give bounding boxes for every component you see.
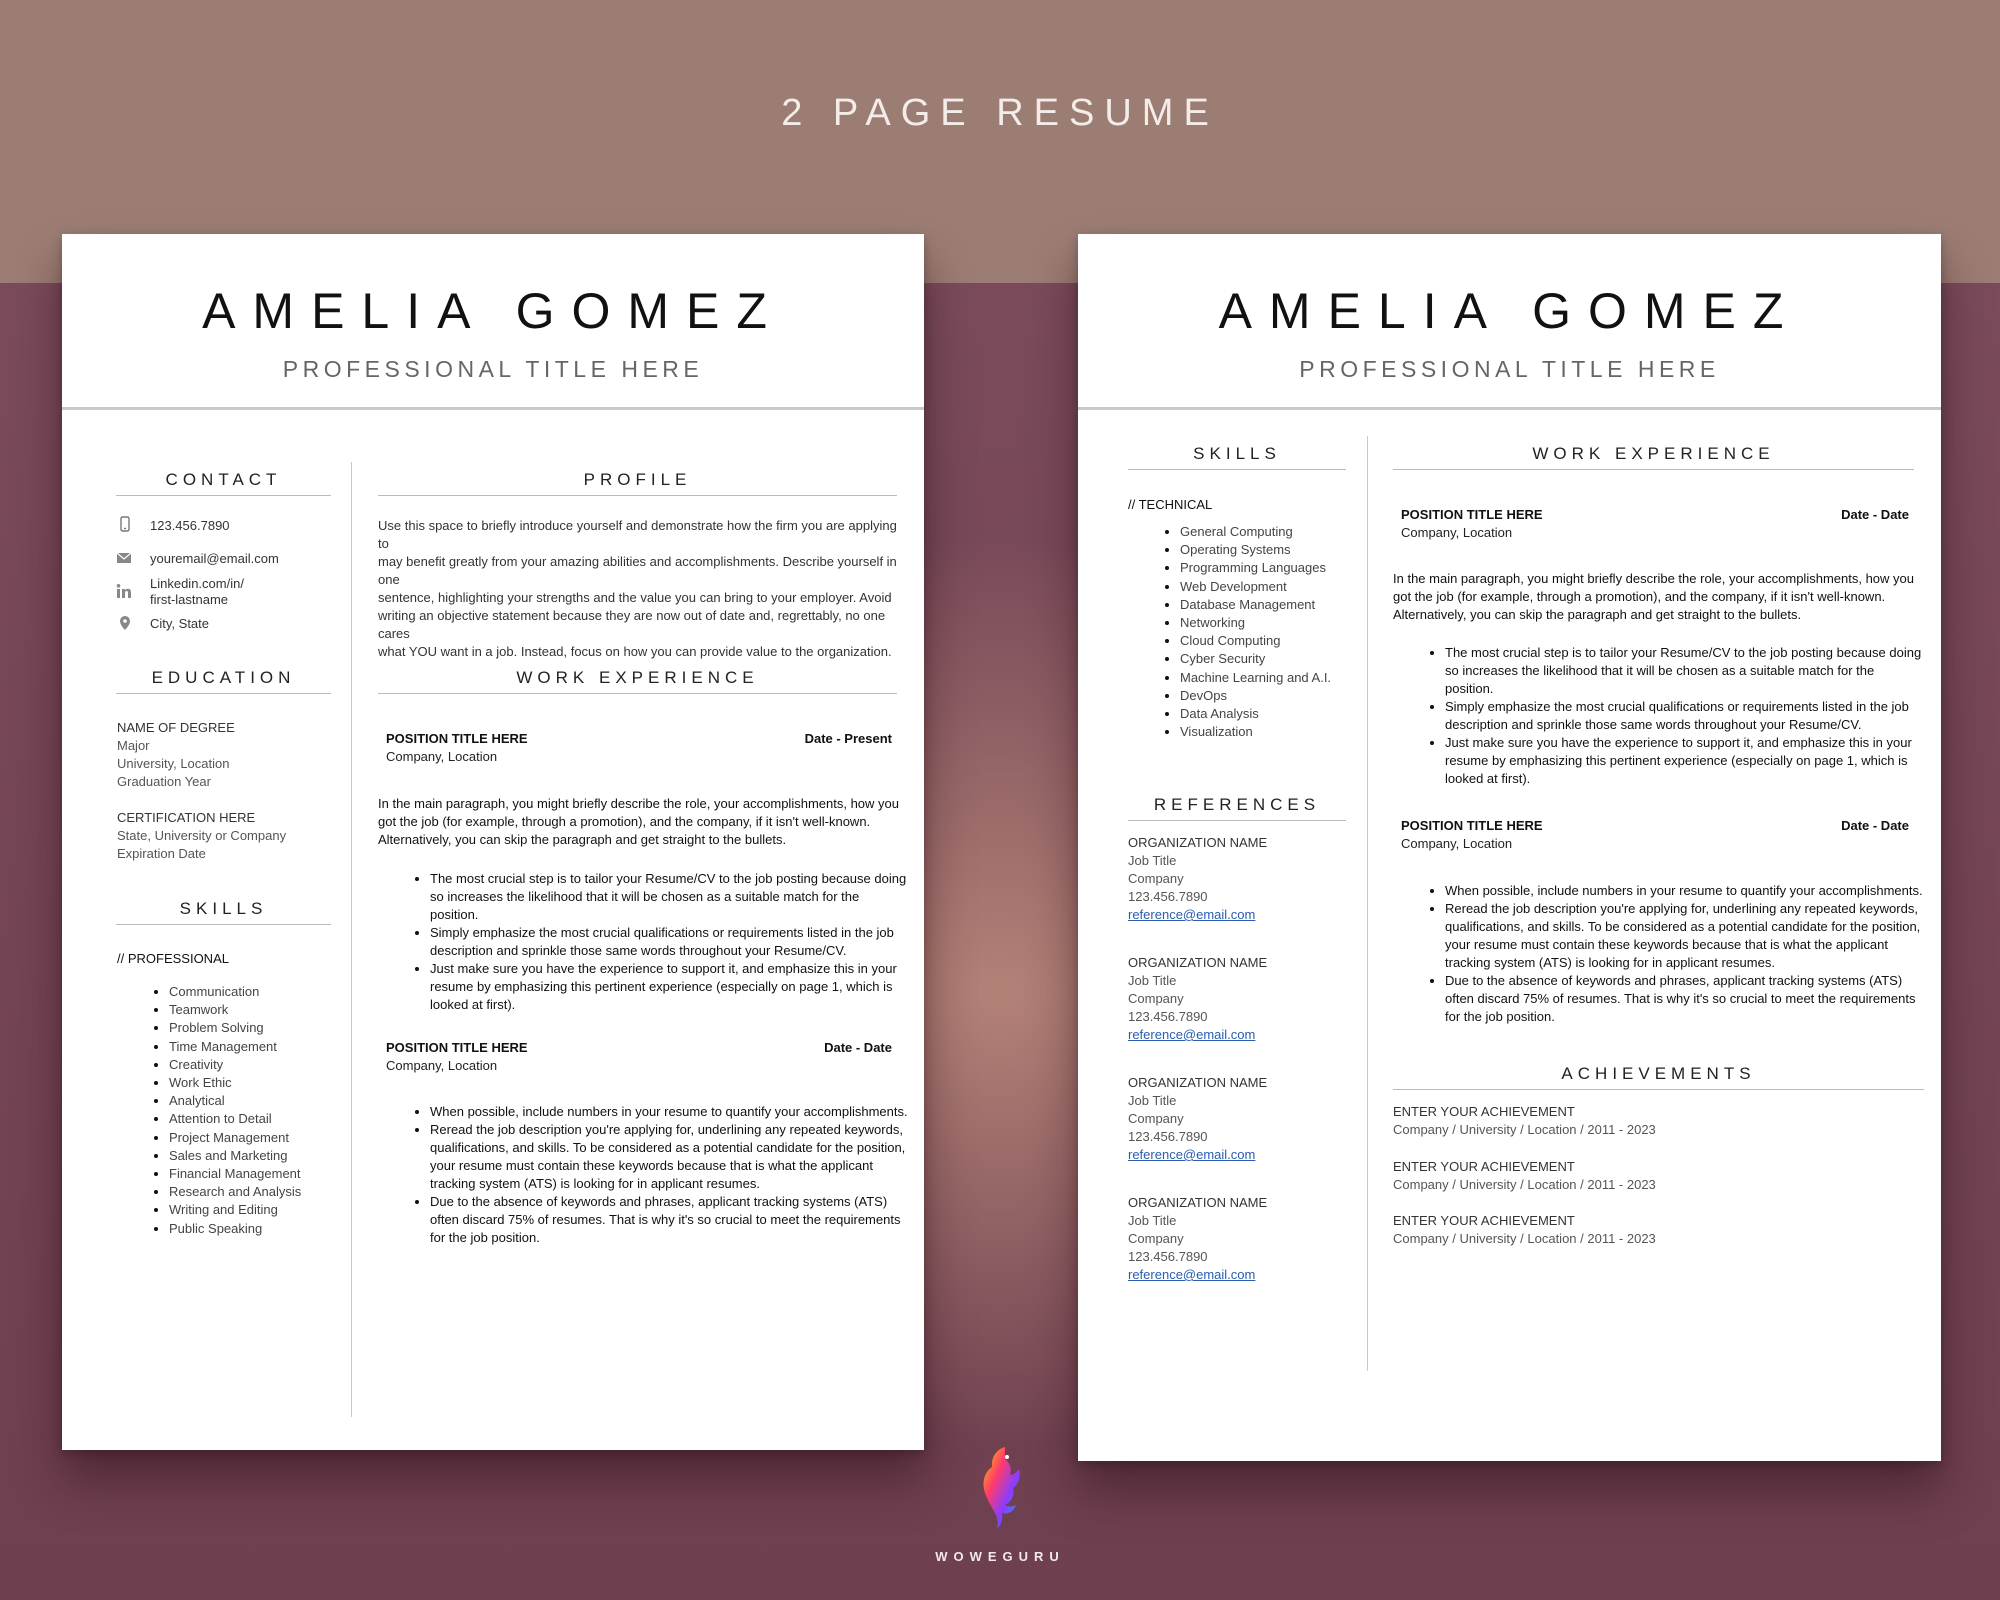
skill-item: • Writing and Editing — [169, 1201, 301, 1219]
bullet-line: resume by emphasizing this pertinent experience (especially on page 1, which is — [1445, 753, 1908, 768]
reference-phone: 123.456.7890 — [1128, 1009, 1208, 1024]
skill-item: • Machine Learning and A.I. — [1180, 669, 1331, 687]
bullet-line: qualifications, and skills. To be considered as a potential candidate for the position, — [430, 1140, 906, 1155]
skill-item: • Teamwork — [169, 1001, 301, 1019]
bullet-line: for the job position. — [1445, 1009, 1555, 1024]
description-line: Alternatively, you can skip the paragraph and get straight to the bullets. — [1393, 607, 1802, 622]
bullet-line: your resume must contain these keywords because that is what the applicant — [430, 1158, 873, 1173]
description-line: Alternatively, you can skip the paragraph and get straight to the bullets. — [378, 832, 787, 847]
reference-phone: 123.456.7890 — [1128, 1249, 1208, 1264]
skill-item: • Financial Management — [169, 1165, 301, 1183]
skill-item: • Cloud Computing — [1180, 632, 1331, 650]
reference-org: ORGANIZATION NAME — [1128, 835, 1268, 850]
skill-item: • Visualization — [1180, 723, 1331, 741]
skill-item: • Programming Languages — [1180, 559, 1331, 577]
bullet-line: often discard 75% of resumes. That is why it's so crucial to meet the requirements — [430, 1212, 901, 1227]
reference-company: Company — [1128, 1231, 1184, 1246]
bullet-line: • The most crucial step is to tailor your Resume/CV to the job posting because doing — [430, 871, 907, 886]
bullet-line: tracking system (ATS) is looking for in applicant resumes. — [430, 1176, 760, 1191]
references-heading: REFERENCES — [1128, 795, 1346, 821]
profile-line: Use this space to briefly introduce yourself and demonstrate how the firm you are applying to — [378, 518, 897, 551]
skill-item: • Data Analysis — [1180, 705, 1331, 723]
column-divider — [351, 462, 352, 1417]
certification-block: CERTIFICATION HERE State, University or Company Expiration Date — [117, 810, 287, 861]
contact-heading: CONTACT — [116, 470, 331, 496]
profile-line: may benefit greatly from your amazing abilities and accomplishments. Describe yourself in one — [378, 554, 897, 587]
skill-item: • Research and Analysis — [169, 1183, 301, 1201]
skill-item: • Networking — [1180, 614, 1331, 632]
reference-email-link[interactable]: reference@email.com — [1128, 1147, 1256, 1162]
contact-location: City, State — [150, 616, 210, 631]
bullet-item — [430, 1121, 924, 1193]
reference-item — [1128, 834, 1267, 924]
bullet-line: resume by emphasizing this pertinent experience (especially on page 1, which is — [430, 979, 893, 994]
job-2-header: POSITION TITLE HERE Company, Location Date - Date — [386, 1040, 892, 1073]
linkedin-icon — [116, 583, 132, 599]
job-1-bullets — [1393, 644, 1940, 788]
reference-job: Job Title — [1128, 973, 1177, 988]
skill-item: • Time Management — [169, 1038, 301, 1056]
technical-skills-list — [1128, 523, 1331, 741]
contact-phone: 123.456.7890 — [150, 518, 230, 533]
reference-email-link[interactable]: reference@email.com — [1128, 1027, 1256, 1042]
bullet-item — [430, 960, 920, 1014]
reference-job: Job Title — [1128, 853, 1177, 868]
reference-job: Job Title — [1128, 1213, 1177, 1228]
education-block: NAME OF DEGREE Major University, Location Graduation Year — [117, 720, 235, 789]
skills-subheading: // TECHNICAL — [1128, 497, 1213, 512]
bullet-line: your resume must contain these keywords because that is what the applicant — [1445, 937, 1888, 952]
job-1-header: POSITION TITLE HERE Company, Location Date - Present — [386, 731, 892, 764]
banner-title: 2 PAGE RESUME — [781, 92, 1219, 134]
email-icon — [116, 550, 132, 566]
skill-item: • Creativity — [169, 1056, 301, 1074]
skill-item: • General Computing — [1180, 523, 1331, 541]
achievement-detail: Company / University / Location / 2011 - 2023 — [1393, 1122, 1656, 1137]
achievement-item — [1393, 1158, 1656, 1194]
skill-item: • Attention to Detail — [169, 1110, 301, 1128]
bullet-line: • Just make sure you have the experience to support it, and emphasize this in your — [430, 961, 897, 976]
reference-item — [1128, 1194, 1267, 1284]
skill-item: • Problem Solving — [169, 1019, 301, 1037]
resume-page-1 — [62, 234, 924, 1450]
skill-item: • Project Management — [169, 1129, 301, 1147]
bullet-item — [1445, 900, 1941, 972]
bullet-line: position. — [1445, 681, 1494, 696]
bullet-line: so increases the likelihood that it will be chosen as a suitable match for the — [430, 889, 860, 904]
profile-heading: PROFILE — [378, 470, 897, 496]
skills-heading: SKILLS — [1128, 444, 1346, 470]
achievement-title: ENTER YOUR ACHIEVEMENT — [1393, 1104, 1575, 1119]
skill-item: • Sales and Marketing — [169, 1147, 301, 1165]
skill-item: • Analytical — [169, 1092, 301, 1110]
reference-org: ORGANIZATION NAME — [1128, 1075, 1268, 1090]
candidate-name: AMELIA GOMEZ — [1218, 283, 1801, 339]
skill-item: • DevOps — [1180, 687, 1331, 705]
bullet-line: tracking system (ATS) is looking for in applicant resumes. — [1445, 955, 1775, 970]
work-experience-heading: WORK EXPERIENCE — [378, 668, 897, 694]
skill-item: • Communication — [169, 983, 301, 1001]
description-line: In the main paragraph, you might briefly describe the role, your accomplishments, how you — [1393, 571, 1914, 586]
bullet-item — [1445, 972, 1941, 1026]
skills-heading: SKILLS — [116, 899, 331, 925]
reference-item — [1128, 1074, 1267, 1164]
job-2-bullets — [378, 1103, 924, 1247]
achievement-detail: Company / University / Location / 2011 - 2023 — [1393, 1231, 1656, 1246]
bullet-line: for the job position. — [430, 1230, 540, 1245]
education-heading: EDUCATION — [116, 668, 331, 694]
bullet-line: • The most crucial step is to tailor your Resume/CV to the job posting because doing — [1445, 645, 1922, 660]
resume-page-2 — [1078, 234, 1941, 1461]
bullet-item — [430, 924, 920, 960]
bullet-item — [430, 1103, 924, 1121]
skill-item: • Public Speaking — [169, 1220, 301, 1238]
profile-text — [378, 517, 908, 661]
candidate-name: AMELIA GOMEZ — [202, 283, 784, 339]
reference-phone: 123.456.7890 — [1128, 1129, 1208, 1144]
bullet-line: position. — [430, 907, 479, 922]
reference-job: Job Title — [1128, 1093, 1177, 1108]
contact-email: youremail@email.com — [150, 551, 279, 566]
bullet-item — [430, 870, 920, 924]
bullet-item — [1445, 734, 1940, 788]
job-2-bullets — [1393, 882, 1941, 1026]
bullet-line: qualifications, and skills. To be considered as a potential candidate for the position, — [1445, 919, 1921, 934]
bullet-line: • When possible, include numbers in your resume to quantify your accomplishments. — [430, 1104, 908, 1119]
description-line: In the main paragraph, you might briefly describe the role, your accomplishments, how you — [378, 796, 899, 811]
skill-item: • Operating Systems — [1180, 541, 1331, 559]
reference-email-link[interactable]: reference@email.com — [1128, 907, 1256, 922]
achievements-heading: ACHIEVEMENTS — [1393, 1064, 1924, 1090]
profile-line: sentence, highlighting your strengths and the value you can bring to your employer. Avoid — [378, 590, 892, 605]
job-1-description — [378, 795, 918, 849]
brand-name: WOWEGURU — [935, 1549, 1065, 1564]
job-1-bullets — [378, 870, 920, 1014]
reference-company: Company — [1128, 1111, 1184, 1126]
bullet-line: looked at first). — [1445, 771, 1531, 786]
reference-phone: 123.456.7890 — [1128, 889, 1208, 904]
bullet-line: often discard 75% of resumes. That is why it's so crucial to meet the requirements — [1445, 991, 1916, 1006]
skill-item: • Web Development — [1180, 578, 1331, 596]
bullet-item — [1445, 882, 1941, 900]
bullet-line: • Reread the job description you're applying for, underlining any repeated keywords, — [430, 1122, 903, 1137]
bullet-line: • Simply emphasize the most crucial qualifications or requirements listed in the job — [430, 925, 894, 940]
bullet-line: description and sprinkle those same words throughout your Resume/CV. — [430, 943, 847, 958]
bullet-item — [1445, 698, 1940, 734]
reference-company: Company — [1128, 871, 1184, 886]
phone-icon — [117, 516, 133, 532]
skill-item: • Work Ethic — [169, 1074, 301, 1092]
job-1-header: POSITION TITLE HERE Company, Location Date - Date — [1401, 507, 1909, 540]
bullet-line: looked at first). — [430, 997, 516, 1012]
woweguru-parrot-logo — [975, 1443, 1025, 1533]
bullet-line: so increases the likelihood that it will be chosen as a suitable match for the — [1445, 663, 1875, 678]
location-pin-icon — [117, 615, 133, 631]
achievement-title: ENTER YOUR ACHIEVEMENT — [1393, 1158, 1575, 1174]
reference-company: Company — [1128, 991, 1184, 1006]
header-divider — [1078, 407, 1941, 410]
job-1-description — [1393, 570, 1933, 624]
reference-item — [1128, 954, 1267, 1044]
bullet-line: • Due to the absence of keywords and phrases, applicant tracking systems (ATS) — [1445, 973, 1903, 988]
bullet-line: • Simply emphasize the most crucial qualifications or requirements listed in the job — [1445, 699, 1909, 714]
professional-skills-list — [117, 983, 301, 1238]
reference-org: ORGANIZATION NAME — [1128, 1195, 1268, 1210]
skill-item: • Cyber Security — [1180, 650, 1331, 668]
achievement-title: ENTER YOUR ACHIEVEMENT — [1393, 1213, 1575, 1228]
bullet-item — [1445, 644, 1940, 698]
bullet-line: description and sprinkle those same words throughout your Resume/CV. — [1445, 717, 1862, 732]
profile-line: what YOU want in a job. Instead, focus on how you can provide value to the organization. — [378, 644, 892, 659]
bullet-line: • Reread the job description you're applying for, underlining any repeated keywords, — [1445, 901, 1918, 916]
bullet-line: • Just make sure you have the experience to support it, and emphasize this in your — [1445, 735, 1912, 750]
contact-linkedin: Linkedin.com/in/ first-lastname — [150, 576, 244, 607]
skills-subheading: // PROFESSIONAL — [117, 951, 229, 966]
column-divider — [1367, 436, 1368, 1371]
bullet-item — [430, 1193, 924, 1247]
header-divider — [62, 407, 924, 410]
reference-org: ORGANIZATION NAME — [1128, 955, 1268, 970]
professional-title: PROFESSIONAL TITLE HERE — [282, 356, 704, 382]
skill-item: • Database Management — [1180, 596, 1331, 614]
work-experience-heading: WORK EXPERIENCE — [1393, 444, 1914, 470]
description-line: got the job (for example, through a promotion), and the company, if it isn't well-known. — [378, 814, 871, 829]
bullet-line: • When possible, include numbers in your resume to quantify your accomplishments. — [1445, 883, 1923, 898]
achievement-item — [1393, 1212, 1656, 1248]
achievement-item — [1393, 1103, 1656, 1139]
job-2-header: POSITION TITLE HERE Company, Location Date - Date — [1401, 818, 1909, 851]
professional-title: PROFESSIONAL TITLE HERE — [1299, 356, 1720, 382]
profile-line: writing an objective statement because they are now out of date and, regrettably, no one cares — [378, 608, 886, 641]
description-line: got the job (for example, through a promotion), and the company, if it isn't well-known. — [1393, 589, 1886, 604]
reference-email-link[interactable]: reference@email.com — [1128, 1267, 1256, 1282]
achievement-detail: Company / University / Location / 2011 - 2023 — [1393, 1176, 1656, 1192]
bullet-line: • Due to the absence of keywords and phrases, applicant tracking systems (ATS) — [430, 1194, 888, 1209]
